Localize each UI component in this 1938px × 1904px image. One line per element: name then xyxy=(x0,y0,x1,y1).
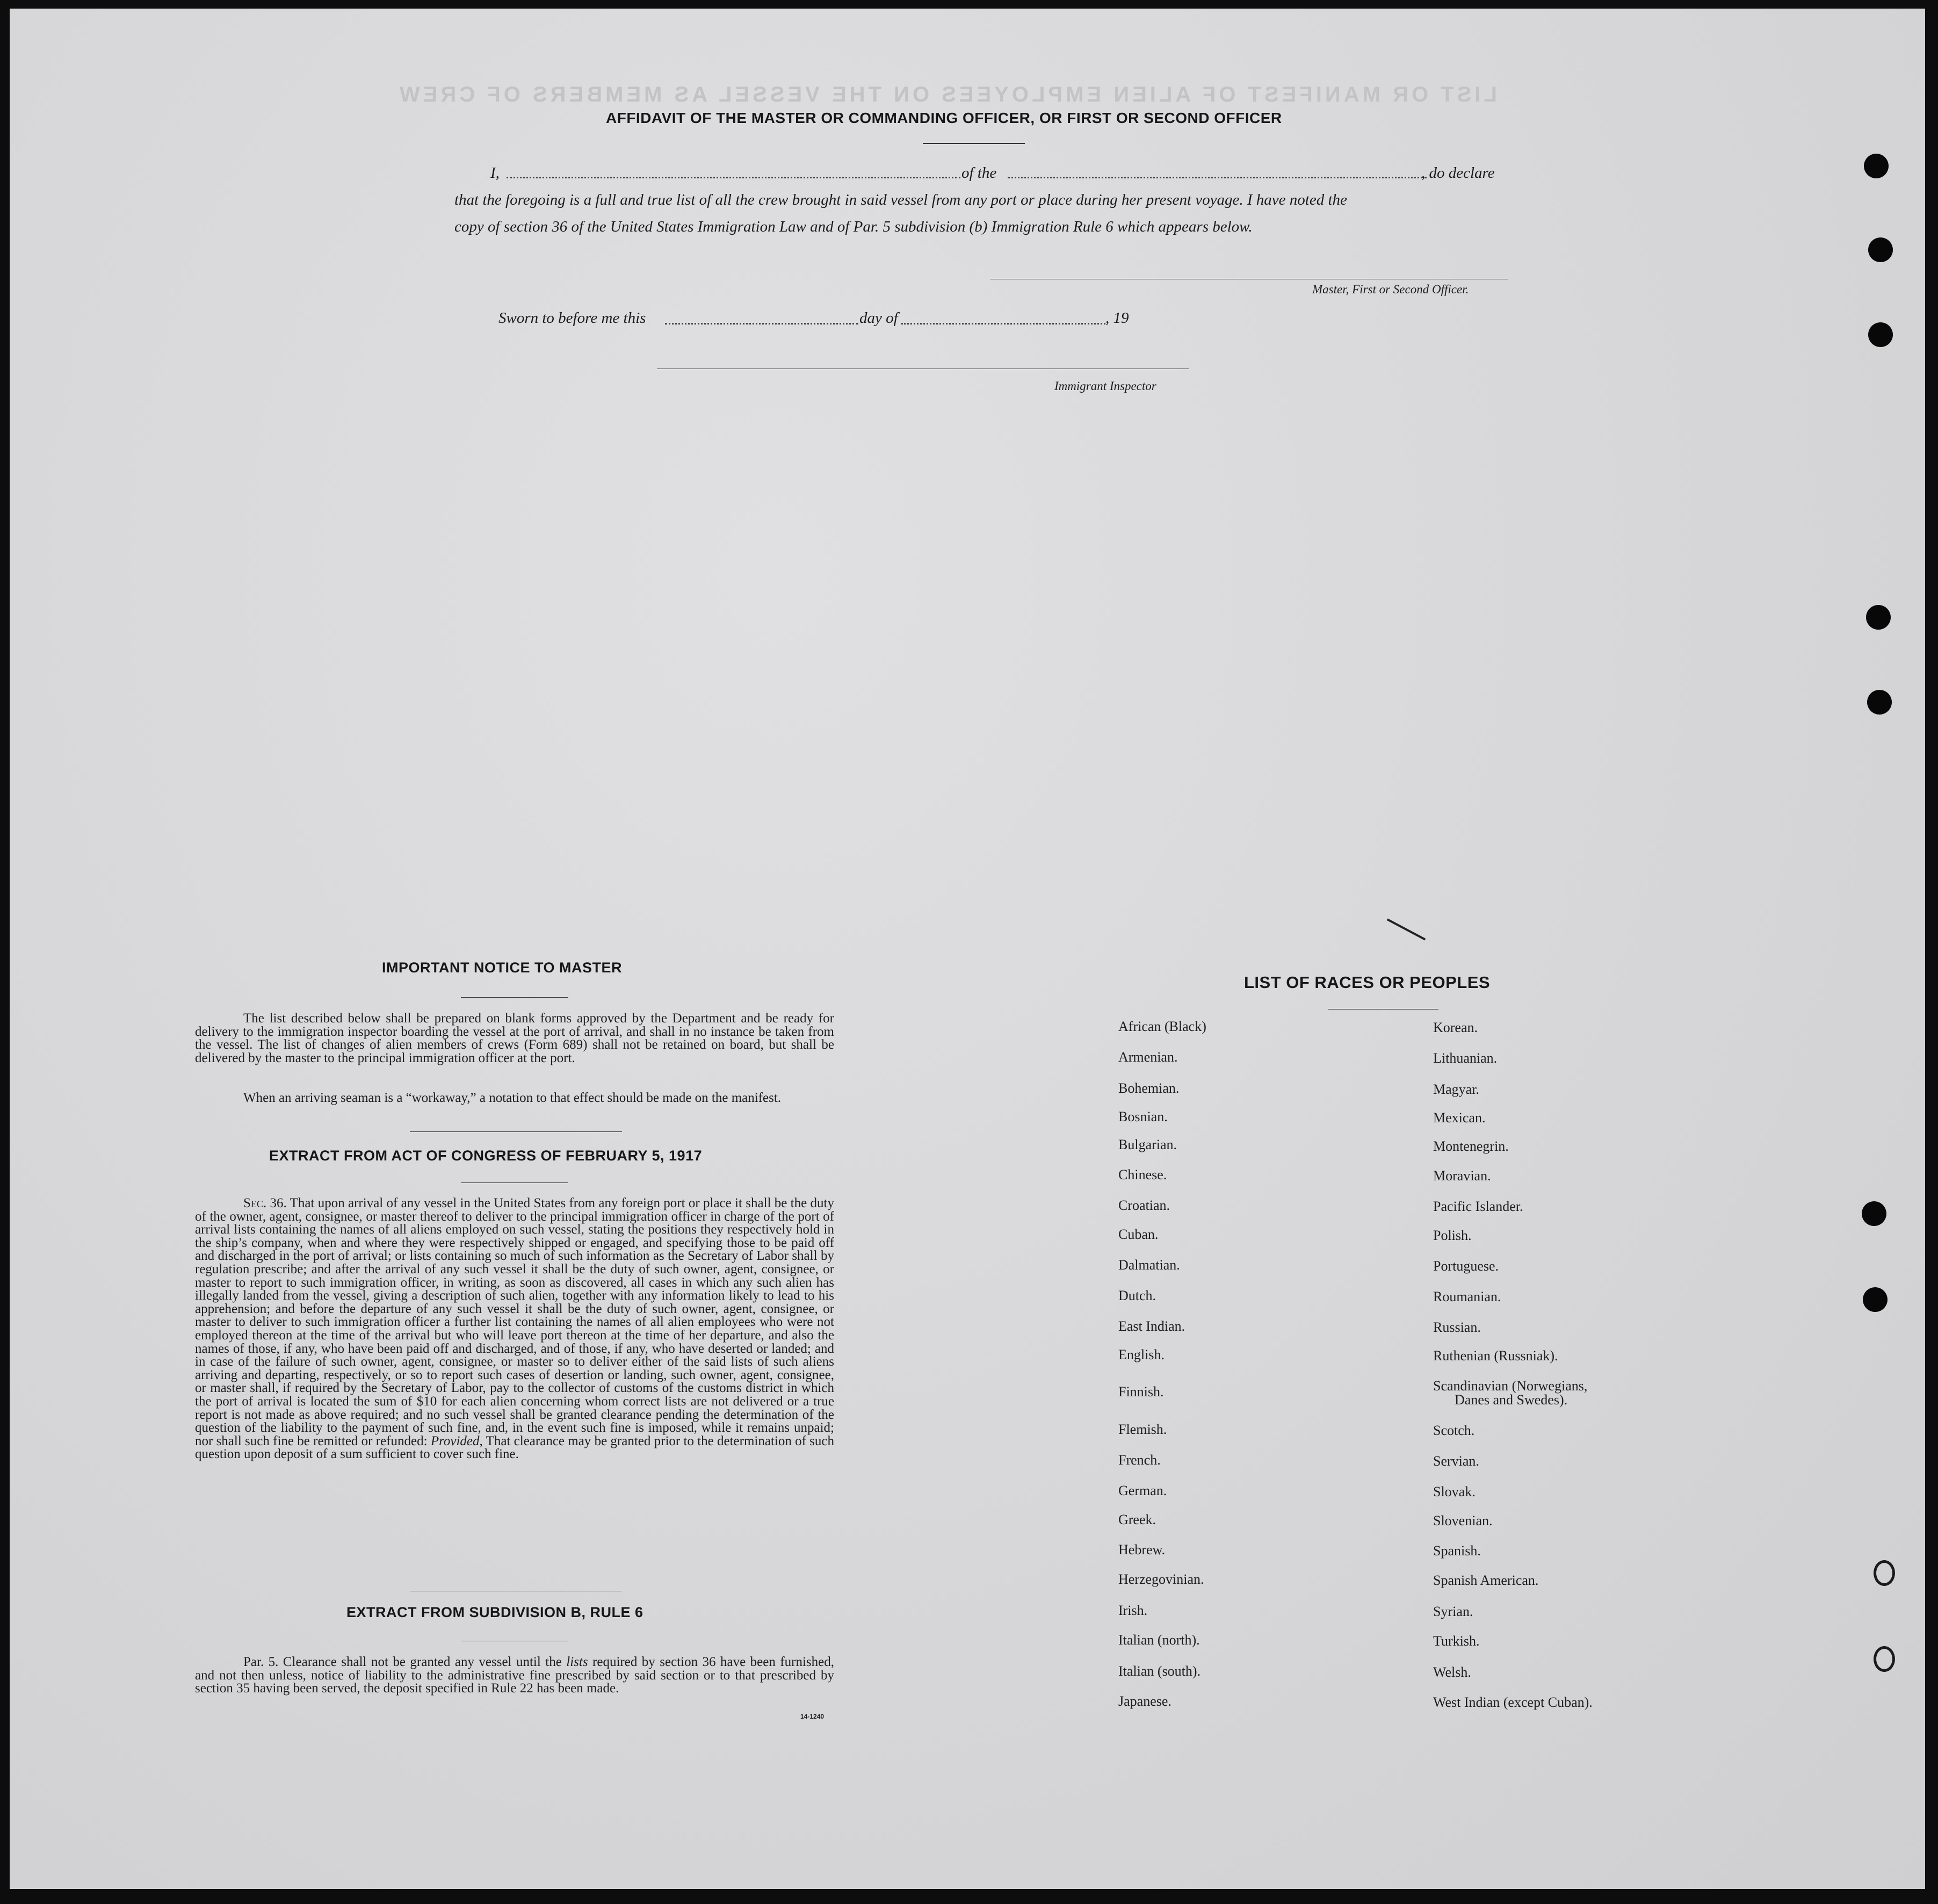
race-left-item: African (Black) xyxy=(1118,1019,1206,1034)
par5-text xyxy=(195,1656,834,1696)
race-left-item: Dutch. xyxy=(1118,1288,1156,1303)
race-right-item: Korean. xyxy=(1433,1020,1478,1035)
race-left-item: French. xyxy=(1118,1452,1161,1468)
race-left-item: Chinese. xyxy=(1118,1167,1167,1182)
race-left-item: Japanese. xyxy=(1118,1693,1172,1709)
par5-start: Par. 5. Clearance shall not be granted any vessel until the xyxy=(243,1655,562,1669)
affidavit-line1-start: I, xyxy=(490,164,500,182)
par5-rest: required by section 36 have been furnished, and not then unless, notice of liability to the administrative fine prescribed by said section or to that prescribed by section 35 having been served, the deposit specified in Rule 22 has been made. xyxy=(195,1655,834,1696)
par5-lists: lists xyxy=(566,1655,588,1669)
race-right-item: Syrian. xyxy=(1433,1604,1473,1619)
affidavit-line2: that the foregoing is a full and true list of all the crew brought in said vessel from any port or place during her present voyage. I have noted the xyxy=(454,191,1347,208)
race-right-item: Polish. xyxy=(1433,1228,1472,1243)
notice-title: IMPORTANT NOTICE TO MASTER xyxy=(382,960,622,976)
punch-hole xyxy=(1867,690,1892,715)
race-right-item: Spanish American. xyxy=(1433,1573,1539,1588)
race-right-item: Ruthenian (Russniak). xyxy=(1433,1348,1558,1364)
section-36-body: That upon arrival of any vessel in the United States from any foreign port or place it shall be the duty of the owner, agent, consignee, or master thereof to deliver to the principal immigration officer in charge of the port of arrival lists containing the names of all aliens employed on such vessel, stating the positions they respectively hold in the ship’s company, when and where they were respectively shipped or engaged, and specifying those to be paid off and discharged in the port of arrival; or lists containing so much of such information as the Secretary of Labor shall by regulation prescribe; and after the arrival of any such vessel it shall be the duty of such owner, agent, consignee, or master to report to such immigration officer, in writing, as soon as discovered, all cases in which any such alien has illegally landed from the vessel, giving a description of such alien, together with any information likely to lead to his apprehension; and before the departure of any such vessel it shall be the duty of such owner, agent, consignee, or master to deliver to such immigration officer a further list containing the names of all alien employees who were not employed thereon at the time of the arrival but who will leave port thereon at the time of her departure, and also the names of those, if any, who have been paid off and discharged, and of those, if any, who have deserted or landed; and in case of the failure of such owner, agent, consignee, or master so to deliver either of the said lists of such aliens arriving and departing, respectively, or so to report such cases of desertion or landing, such owner, agent, consignee, or master shall, if required by the Secretary of Labor, pay to the collector of customs of the customs district in which the port of arrival is located the sum of $10 for each alien concerning whom correct lists are not delivered or a true report is not made as above required; and no such vessel shall be granted clearance pending the determination of the question of the liability to the payment of such fine, and, in the event such fine is imposed, while it remains unpaid; nor shall such fine be remitted or refunded: xyxy=(195,1196,834,1448)
document-page xyxy=(10,9,1925,1889)
race-left-item: Bulgarian. xyxy=(1118,1137,1177,1152)
section-36-text xyxy=(195,1197,834,1461)
race-right-item: Danes and Swedes). xyxy=(1455,1392,1568,1408)
race-right-item: Magyar. xyxy=(1433,1081,1479,1097)
bleed-through-header: LIST OR MANIFEST OF ALIEN EMPLOYEES ON THE VESSEL AS MEMBERS OF CREW xyxy=(396,83,1497,106)
punch-hole-ring xyxy=(1874,1560,1895,1586)
race-right-item: Lithuanian. xyxy=(1433,1050,1498,1066)
race-left-item: Bosnian. xyxy=(1118,1109,1168,1124)
punch-hole xyxy=(1866,605,1891,630)
section-36-proviso: Provided, xyxy=(430,1433,483,1448)
race-left-item: Greek. xyxy=(1118,1512,1156,1527)
punch-hole xyxy=(1864,154,1889,178)
section-divider-1 xyxy=(410,1131,622,1132)
vessel-blank xyxy=(1008,177,1427,178)
race-right-item: Roumanian. xyxy=(1433,1289,1501,1304)
race-left-item: Dalmatian. xyxy=(1118,1257,1180,1273)
race-right-item: Servian. xyxy=(1433,1453,1479,1469)
act-extract-title: EXTRACT FROM ACT OF CONGRESS OF FEBRUARY 5, 1917 xyxy=(269,1148,703,1164)
sworn-day-blank xyxy=(665,323,858,324)
notice-underline xyxy=(461,997,568,998)
sworn-year: , 19 xyxy=(1105,309,1129,327)
races-title: LIST OF RACES OR PEOPLES xyxy=(1244,973,1491,992)
race-right-item: Pacific Islander. xyxy=(1433,1199,1523,1214)
race-right-item: Slovak. xyxy=(1433,1484,1476,1499)
race-right-item: Moravian. xyxy=(1433,1168,1491,1184)
notice-paragraph-1: The list described below shall be prepared on blank forms approved by the Department and be ready for delivery to the immigration inspector boarding the vessel at the port of arrival, and shall in no instance be taken from the vessel. The list of changes of alien members of crews (Form 689) shall not be retained on board, but shall be delivered by the master to the principal immigration officer at the port. xyxy=(195,1011,834,1065)
race-right-item: Turkish. xyxy=(1433,1633,1480,1649)
race-left-item: Irish. xyxy=(1118,1603,1148,1618)
title-underline xyxy=(923,143,1025,144)
race-left-item: East Indian. xyxy=(1118,1318,1185,1334)
punch-hole xyxy=(1868,322,1893,347)
race-left-item: Finnish. xyxy=(1118,1384,1164,1400)
race-right-item: West Indian (except Cuban). xyxy=(1433,1694,1593,1710)
master-signature-label: Master, First or Second Officer. xyxy=(1312,283,1469,296)
race-right-item: Spanish. xyxy=(1433,1543,1481,1559)
race-left-item: Italian (north). xyxy=(1118,1632,1200,1648)
section-36-lead: Sec. 36. xyxy=(243,1196,287,1210)
race-left-item: Italian (south). xyxy=(1118,1663,1201,1679)
sworn-month-blank xyxy=(901,323,1105,324)
sworn-mid: day of xyxy=(859,309,898,327)
race-right-item: Welsh. xyxy=(1433,1664,1471,1680)
race-left-item: Cuban. xyxy=(1118,1227,1159,1242)
name-blank xyxy=(507,177,960,178)
race-right-item: Mexican. xyxy=(1433,1110,1486,1126)
affidavit-title: AFFIDAVIT OF THE MASTER OR COMMANDING OFFICER, OR FIRST OR SECOND OFFICER xyxy=(606,110,1282,126)
race-right-item: Russian. xyxy=(1433,1319,1481,1335)
race-left-item: English. xyxy=(1118,1347,1165,1362)
race-left-item: Croatian. xyxy=(1118,1198,1170,1213)
race-right-item: Scotch. xyxy=(1433,1423,1475,1438)
race-left-item: Armenian. xyxy=(1118,1049,1178,1065)
affidavit-line3: copy of section 36 of the United States Immigration Law and of Par. 5 subdivision (b) Immigration Rule 6 which appears below. xyxy=(454,218,1253,235)
affidavit-line1-end: , do declare xyxy=(1421,164,1495,182)
race-left-item: German. xyxy=(1118,1483,1167,1498)
act-extract-underline xyxy=(461,1182,568,1183)
race-right-item: Portuguese. xyxy=(1433,1258,1499,1274)
race-left-item: Herzegovinian. xyxy=(1118,1571,1204,1587)
form-number: 14-1240 xyxy=(800,1713,825,1720)
section-36-tail: That clearance may be granted prior to the determination of such question upon deposit of a sum sufficient to cover such fine. xyxy=(195,1433,834,1462)
punch-hole xyxy=(1863,1287,1888,1312)
race-right-item: Montenegrin. xyxy=(1433,1138,1509,1154)
punch-hole xyxy=(1862,1201,1886,1226)
rule6-extract-title: EXTRACT FROM SUBDIVISION B, RULE 6 xyxy=(346,1604,643,1620)
race-right-item: Scandinavian (Norwegians, xyxy=(1433,1378,1588,1394)
inspector-label: Immigrant Inspector xyxy=(1054,379,1156,393)
race-left-item: Hebrew. xyxy=(1118,1542,1166,1557)
sworn-start: Sworn to before me this xyxy=(498,309,646,327)
race-left-item: Flemish. xyxy=(1118,1422,1167,1437)
pen-mark xyxy=(1387,918,1426,940)
punch-hole xyxy=(1868,237,1893,262)
race-right-item: Slovenian. xyxy=(1433,1513,1493,1528)
punch-hole-ring xyxy=(1874,1646,1895,1672)
race-left-item: Bohemian. xyxy=(1118,1080,1180,1096)
affidavit-line1-mid: of the xyxy=(961,164,997,182)
notice-paragraph-2: When an arriving seaman is a “workaway,” a notation to that effect should be made on the manifest. xyxy=(243,1091,782,1105)
